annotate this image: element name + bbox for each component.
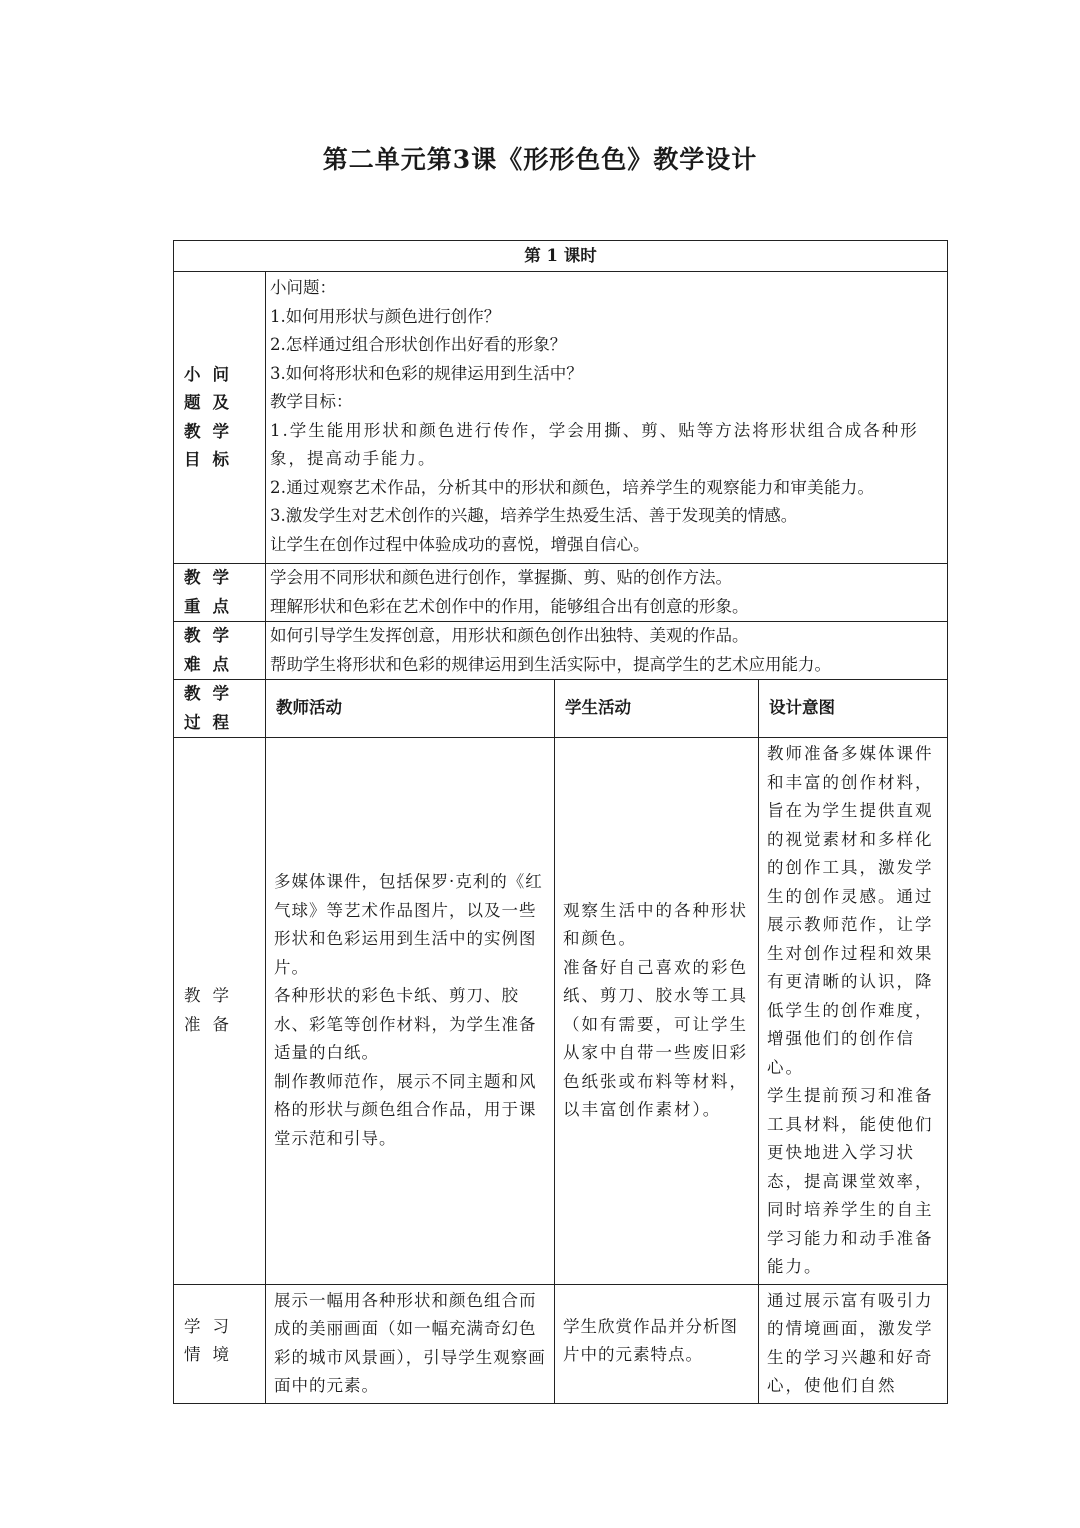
objectives-line: 让学生在创作过程中体验成功的喜悦，增强自信心。 <box>270 534 650 554</box>
difficulties-label: 教学难点 <box>174 622 266 680</box>
difficulties-content <box>266 622 948 680</box>
objectives-line: 小问题： <box>270 278 336 297</box>
situation-student <box>555 1284 759 1403</box>
student-activity-line: 学生欣赏作品并分析图片中的元素特点。 <box>563 1316 738 1364</box>
header-intent: 设计意图 <box>759 680 948 738</box>
objectives-label: 小问题及教学目标 <box>174 272 266 564</box>
situation-teacher <box>266 1284 555 1403</box>
process-header-row <box>174 680 948 738</box>
difficulty-line: 如何引导学生发挥创意，用形状和颜色创作出独特、美观的作品。 <box>270 626 749 645</box>
preparation-teacher <box>266 738 555 1285</box>
process-label: 教学过程 <box>174 680 266 738</box>
lesson-plan-table <box>173 240 948 1404</box>
objectives-line: 教学目标： <box>270 392 353 411</box>
objectives-line: 2.怎样通过组合形状创作出好看的形象？ <box>270 335 567 354</box>
page-title: 第二单元第3课《形形色色》教学设计 <box>322 145 758 174</box>
header-student: 学生活动 <box>555 680 759 738</box>
intent-line: 教师准备多媒体课件和丰富的创作材料，旨在为学生提供直观的视觉素材和多样化的创作工具，激发学生的创作灵感。通过展示教师范作，让学生对创作过程和效果有更清晰的认识，降低学生的创作难度，增强他们的创作信心。 <box>767 744 934 1077</box>
key-point-line: 学会用不同形状和颜色进行创作，掌握撕、剪、贴的创作方法。 <box>270 568 732 587</box>
objectives-line: 1.学生能用形状和颜色进行传作，学会用撕、剪、贴等方法将形状组合成各种形象，提高动手能力。 <box>270 420 919 468</box>
difficulty-line: 帮助学生将形状和色彩的规律运用到生活实际中，提高学生的艺术应用能力。 <box>270 654 831 674</box>
process-row-preparation <box>174 738 948 1285</box>
student-activity-line: 观察生活中的各种形状和颜色。 <box>563 900 748 949</box>
teacher-activity-line: 制作教师范作，展示不同主题和风格的形状与颜色组合作品，用于课堂示范和引导。 <box>274 1071 537 1148</box>
process-row-situation <box>174 1284 948 1403</box>
key-points-label: 教学重点 <box>174 564 266 622</box>
situation-label: 学习情境 <box>174 1284 266 1403</box>
situation-intent <box>759 1284 948 1403</box>
preparation-label: 教学准备 <box>174 738 266 1285</box>
objectives-line: 2.通过观察艺术作品，分析其中的形状和颜色，培养学生的观察能力和审美能力。 <box>270 477 875 497</box>
teacher-activity-line: 展示一幅用各种形状和颜色组合而成的美丽画面（如一幅充满奇幻色彩的城市风景画），引导学生观察画面中的元素。 <box>274 1290 546 1395</box>
objectives-line: 1.如何用形状与颜色进行创作？ <box>270 306 501 326</box>
key-points-content <box>266 564 948 622</box>
preparation-student <box>555 738 759 1285</box>
key-point-line: 理解形状和色彩在艺术创作中的作用，能够组合出有创意的形象。 <box>270 596 749 616</box>
student-activity-line: 准备好自己喜欢的彩色纸、剪刀、胶水等工具（如有需要，可让学生从家中自带一些废旧彩色纸张或布料等材料，以丰富创作素材）。 <box>563 957 748 1120</box>
intent-line: 学生提前预习和准备工具材料，能使他们更快地进入学习状态，提高课堂效率，同时培养学生的自主学习能力和动手准备能力。 <box>767 1086 934 1276</box>
teacher-activity-line: 多媒体课件，包括保罗·克利的《红气球》等艺术作品图片，以及一些形状和色彩运用到生活中的实例图片。 <box>274 872 543 977</box>
intent-line: 通过展示富有吸引力的情境画面，激发学生的学习兴趣和好奇心，使他们自然 <box>767 1290 934 1395</box>
objectives-line: 3.激发学生对艺术创作的兴趣，培养学生热爱生活、善于发现美的情感。 <box>270 506 798 525</box>
difficulties-row <box>174 622 948 680</box>
objectives-row <box>174 272 948 564</box>
key-points-row <box>174 564 948 622</box>
lesson-row <box>174 241 948 272</box>
preparation-intent <box>759 738 948 1285</box>
teacher-activity-line: 各种形状的彩色卡纸、剪刀、胶水、彩笔等创作材料，为学生准备适量的白纸。 <box>274 986 537 1063</box>
lesson-period: 第 1 课时 <box>174 241 948 272</box>
objectives-content <box>266 272 948 564</box>
header-teacher: 教师活动 <box>266 680 555 738</box>
objectives-line: 3.如何将形状和色彩的规律运用到生活中？ <box>270 363 583 383</box>
